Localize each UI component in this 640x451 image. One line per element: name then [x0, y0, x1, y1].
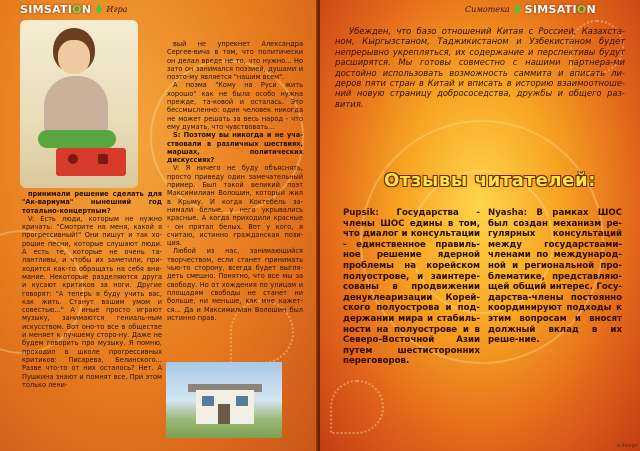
intro-paragraph: Убежден, что базо отношений Китая с Россией, Казахста-ном, Кыргызстаном, Таджикистаном и Узбекистаном будет непрерывно укрепляться, их содержание и перспективы будут расширятся. Мы готовы совместно с нашими партнера-ми достойно использовать возможность саммита и вписать ли-деров пяти стран в Китай и вписать в историю взаимоотноше-ний новую страницу добрососедства, дружбы и общего раз-вития.	[335, 26, 625, 109]
sims-logo: SIMSATION	[524, 2, 597, 16]
article-paragraph: Любой из нас, занимающийся творчеством, если станет принимать чью-то сторону, всегда будет выгля-деть смешно. Понятно, что все мы за свободу. Но от хождения по улицам и площадям свободы не станет ни больше, ни меньше, как мне кажет-ся... Да и Максимилиан Волошин был истинно прав.	[167, 247, 303, 322]
article-paragraph: V: Я ничего не буду объяснять, просто приведу один замечательный пример. Был такой великий поэт Максимилиан Волошин, который жил в Крыму. И когда Коктебель за-нимали белые, у него укрывались красные. А когда приходили красные - он прятал белых. Вот у кого, я считаю, истинно гражданская пози-ция.	[167, 164, 303, 248]
review-text: В рамках ШОС был создан механизм ре-гулярных консультаций между государствами-членами по международ-ной и региональной про-блематике, представляю-щей общий интерес. Госу-дарства-члены постоянно координируют подходы к этим вопросам и вносят должный вклад в их реше-ние.	[488, 208, 622, 346]
article-paragraph: V: Есть люди, которым не нужно кричать: "Смотрите на меня, какой я прогрессивный!" Они пишут и так хо-рошие песни, которые слушают люди. А есть те, которые не очень та-лантливы, и чтобы их заметили, при-ходится как-то обращать на себя вни-мание. Некоторые разделяются друга и кусают критиков за ноги. Другие говорят: "А теперь я буду учить вас, как жить. Станут вашим умом и совестью..." А иные просто играют музыку, занимаются гениаль-ным искусством. Вот оно-то все в обществе и меняет к лучшему сторо-ну. Даже не будем говорить про музыку. Я помню, проходил в школе прогрессивных критиков: Писарева, Белинского... Разве что-то от них осталось? Нет. А Пушкина знают и помнят все. При этом только лени-	[22, 214, 162, 389]
reader-review	[488, 208, 622, 346]
review-author: Pupsik:	[343, 208, 379, 218]
design-credit: a.design	[616, 443, 638, 449]
right-header	[465, 0, 596, 18]
section-label: Симотека	[465, 4, 510, 14]
reader-review	[343, 208, 480, 367]
sims-logo: SIMSATION	[20, 2, 92, 16]
child-sim-photo	[20, 20, 138, 188]
plumbob-icon	[95, 4, 102, 14]
article-column-2	[167, 40, 303, 322]
review-author: Nyasha:	[488, 208, 528, 218]
plumbob-icon	[514, 4, 521, 14]
article-column-1	[22, 190, 162, 389]
article-paragraph: А поэма "Кому на Руси жить хорошо" как не была особо нужна прежде, та-ковой и осталась. Это бессмысленно: один человек никогда не может решать за весь народ - что ему думать, что чувствовать...	[167, 81, 303, 131]
left-header	[20, 0, 127, 18]
section-label: Игра	[106, 4, 128, 14]
paisley-ornament	[330, 380, 384, 434]
article-paragraph: вый не упрекнет Александра Сергее-вича в том, что политически он делал вреде не то, что нужно... Но зато он занимался поэзией, душами и поэто-му является "нашим всем".	[167, 40, 303, 82]
house-photo	[166, 362, 282, 438]
interview-question: S: Поэтому вы никогда и не уча-ствовали в различных шествиях, маршах, политических дискуссиях?	[167, 131, 303, 165]
reviews-heading: Отзывы читателей:	[384, 170, 596, 191]
left-page	[0, 0, 318, 451]
review-text: Государства - члены ШОС едины в том, что диалог и консультации - единственное правиль-ное решение ядерной проблемы на корейском полуострове, и заинтере-сованы в продвижении денуклеаризации Корей-ского полуострова и под-держании мира и стабиль-ности на полуострове и в Северо-Восточной Азии путем шестисторонних переговоров.	[343, 208, 480, 367]
article-paragraph: принимали решение сделать для "Ак-вариума" нынешний год тотально-концертным?	[22, 190, 162, 215]
